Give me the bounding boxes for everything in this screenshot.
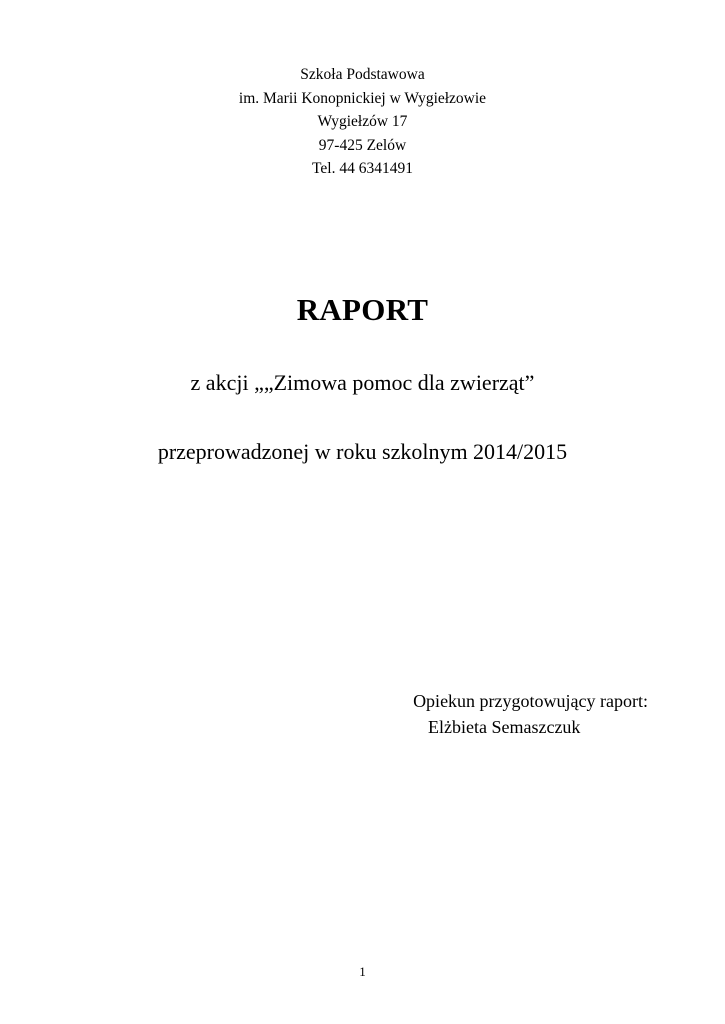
phone-number: Tel. 44 6341491 bbox=[312, 160, 413, 177]
signature-block bbox=[340, 688, 660, 740]
subtitle-school-year: przeprowadzonej w roku szkolnym 2014/2015 bbox=[157, 439, 568, 464]
school-name: Szkoła Podstawowa bbox=[300, 66, 425, 83]
school-header bbox=[0, 63, 725, 181]
signature-name: Elżbieta Semaszczuk bbox=[428, 717, 581, 737]
address-street: Wygiełzów 17 bbox=[317, 113, 408, 130]
address-city: 97-425 Zelów bbox=[318, 136, 407, 154]
document-title: RAPORT bbox=[296, 292, 429, 327]
subtitle-campaign: z akcji „„Zimowa pomoc dla zwierząt” bbox=[190, 370, 535, 395]
school-patron: im. Marii Konopnickiej w Wygiełzowie bbox=[238, 89, 487, 107]
signature-label: Opiekun przygotowujący raport: bbox=[413, 691, 648, 711]
page-number: 1 bbox=[359, 964, 366, 979]
